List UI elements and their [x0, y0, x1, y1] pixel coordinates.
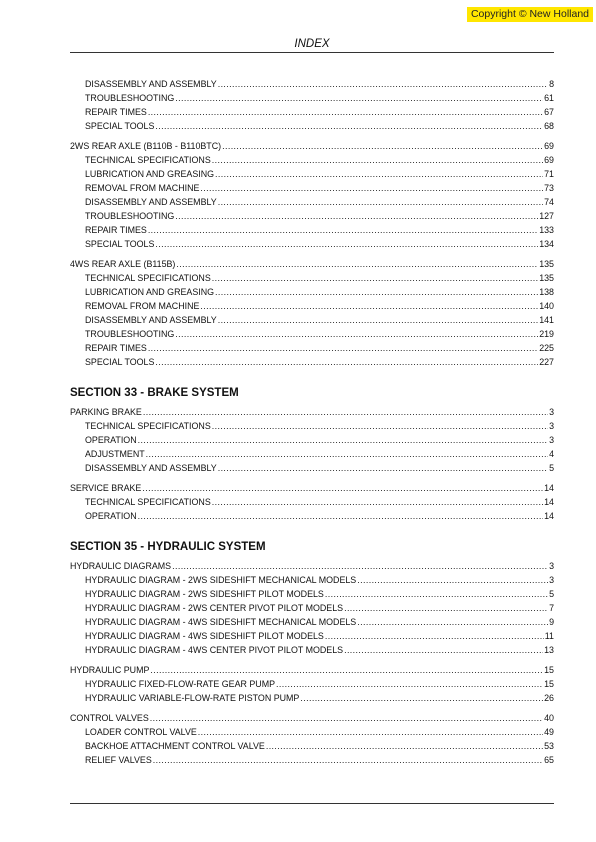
toc-entry-label: HYDRAULIC DIAGRAMS	[70, 561, 172, 571]
section-heading: SECTION 35 - HYDRAULIC SYSTEM	[70, 541, 266, 553]
dot-leader	[266, 739, 543, 753]
toc-subentry[interactable]	[70, 237, 554, 251]
toc-entry-page-number: 133	[539, 225, 554, 235]
toc-entry-label: 2WS REAR AXLE (B110B - B110BTC)	[70, 141, 222, 151]
dot-leader	[150, 711, 543, 725]
toc-group	[70, 77, 554, 133]
toc-entry-label: HYDRAULIC DIAGRAM - 4WS SIDESHIFT MECHANICAL MODELS	[85, 617, 357, 627]
toc-subentry[interactable]	[70, 91, 554, 105]
toc-group	[70, 481, 554, 523]
toc-entry-page-number: 26	[544, 693, 554, 703]
toc-entry-label: HYDRAULIC DIAGRAM - 2WS SIDESHIFT MECHANICAL MODELS	[85, 575, 357, 585]
toc-entry-label: LUBRICATION AND GREASING	[85, 169, 215, 179]
toc-entry-page-number: 219	[539, 329, 554, 339]
dot-leader	[218, 77, 548, 91]
toc-entry-page-number: 69	[544, 155, 554, 165]
toc-subentry[interactable]	[70, 341, 554, 355]
dot-leader	[218, 461, 548, 475]
toc-entry-label: TROUBLESHOOTING	[85, 329, 175, 339]
toc-entry-page-number: 14	[544, 497, 554, 507]
footer-divider	[70, 803, 554, 804]
toc-entry-label: HYDRAULIC DIAGRAM - 4WS SIDESHIFT PILOT MODELS	[85, 631, 324, 641]
toc-subentry[interactable]	[70, 271, 554, 285]
dot-leader	[344, 601, 548, 615]
toc-subentry[interactable]	[70, 313, 554, 327]
toc-group	[70, 257, 554, 369]
toc-entry[interactable]	[70, 257, 554, 271]
dot-leader	[148, 341, 538, 355]
dot-leader	[155, 355, 538, 369]
dot-leader	[222, 139, 543, 153]
toc-entry-label: REMOVAL FROM MACHINE	[85, 301, 200, 311]
toc-subentry[interactable]	[70, 691, 554, 705]
dot-leader	[175, 327, 538, 341]
toc-entry-page-number: 15	[544, 665, 554, 675]
toc-subentry[interactable]	[70, 105, 554, 119]
toc-entry-page-number: 9	[549, 617, 554, 627]
toc-subentry[interactable]	[70, 629, 554, 643]
toc-group	[70, 663, 554, 705]
dot-leader	[325, 587, 548, 601]
toc-entry-label: TROUBLESHOOTING	[85, 93, 175, 103]
toc-entry[interactable]	[70, 559, 554, 573]
toc-entry-label: DISASSEMBLY AND ASSEMBLY	[85, 463, 217, 473]
toc-subentry[interactable]	[70, 181, 554, 195]
toc-entry-label: HYDRAULIC PUMP	[70, 665, 150, 675]
toc-entry-page-number: 13	[544, 645, 554, 655]
dot-leader	[148, 105, 543, 119]
toc-group	[70, 711, 554, 767]
toc-subentry[interactable]	[70, 285, 554, 299]
toc-subentry[interactable]	[70, 753, 554, 767]
toc-subentry[interactable]	[70, 447, 554, 461]
toc-entry-label: HYDRAULIC DIAGRAM - 2WS CENTER PIVOT PILOT MODELS	[85, 603, 344, 613]
toc-entry-label: TECHNICAL SPECIFICATIONS	[85, 155, 211, 165]
toc-entry-label: 4WS REAR AXLE (B115B)	[70, 259, 176, 269]
dot-leader	[212, 495, 543, 509]
toc-entry-label: TECHNICAL SPECIFICATIONS	[85, 273, 211, 283]
toc-subentry[interactable]	[70, 677, 554, 691]
dot-leader	[276, 677, 543, 691]
toc-entry-page-number: 7	[549, 603, 554, 613]
dot-leader	[212, 419, 548, 433]
toc-entry-label: OPERATION	[85, 435, 137, 445]
dot-leader	[212, 153, 543, 167]
toc-entry-label: TROUBLESHOOTING	[85, 211, 175, 221]
toc-entry-page-number: 49	[544, 727, 554, 737]
toc-entry-page-number: 135	[539, 273, 554, 283]
toc-entry-page-number: 14	[544, 511, 554, 521]
toc-entry-page-number: 14	[544, 483, 554, 493]
toc-entry-page-number: 68	[544, 121, 554, 131]
dot-leader	[143, 405, 548, 419]
toc-entry[interactable]	[70, 481, 554, 495]
toc-entry-page-number: 3	[549, 435, 554, 445]
toc-entry-page-number: 138	[539, 287, 554, 297]
toc-entry-page-number: 3	[549, 421, 554, 431]
toc-entry-page-number: 5	[549, 589, 554, 599]
toc-subentry[interactable]	[70, 615, 554, 629]
toc-entry-label: DISASSEMBLY AND ASSEMBLY	[85, 79, 217, 89]
toc-entry-page-number: 127	[539, 211, 554, 221]
toc-subentry[interactable]	[70, 461, 554, 475]
dot-leader	[153, 753, 543, 767]
toc-entry-page-number: 11	[544, 631, 554, 641]
toc-entry-label: DISASSEMBLY AND ASSEMBLY	[85, 197, 217, 207]
dot-leader	[357, 615, 548, 629]
dot-leader	[215, 167, 543, 181]
toc-entry-label: REPAIR TIMES	[85, 107, 147, 117]
toc-entry-page-number: 15	[544, 679, 554, 689]
dot-leader	[175, 209, 538, 223]
dot-leader	[300, 691, 543, 705]
toc-entry-label: TECHNICAL SPECIFICATIONS	[85, 421, 211, 431]
toc-entry-label: DISASSEMBLY AND ASSEMBLY	[85, 315, 217, 325]
dot-leader	[155, 237, 538, 251]
toc-entry[interactable]	[70, 663, 554, 677]
toc-entry-page-number: 73	[544, 183, 554, 193]
toc-subentry[interactable]	[70, 209, 554, 223]
toc-entry-label: HYDRAULIC DIAGRAM - 4WS CENTER PIVOT PILOT MODELS	[85, 645, 344, 655]
toc-entry-page-number: 5	[549, 463, 554, 473]
dot-leader	[176, 257, 538, 271]
toc-entry-label: OPERATION	[85, 511, 137, 521]
toc-entry-label: LUBRICATION AND GREASING	[85, 287, 215, 297]
toc-entry-page-number: 4	[549, 449, 554, 459]
dot-leader	[325, 629, 544, 643]
toc-subentry[interactable]	[70, 419, 554, 433]
toc-entry-label: RELIEF VALVES	[85, 755, 152, 765]
toc-subentry[interactable]	[70, 223, 554, 237]
toc-entry-page-number: 134	[539, 239, 554, 249]
section-heading: SECTION 33 - BRAKE SYSTEM	[70, 387, 239, 399]
toc-subentry[interactable]	[70, 77, 554, 91]
dot-leader	[146, 447, 548, 461]
dot-leader	[198, 725, 543, 739]
dot-leader	[212, 271, 538, 285]
toc-entry-page-number: 135	[539, 259, 554, 269]
toc-subentry[interactable]	[70, 327, 554, 341]
dot-leader	[218, 313, 538, 327]
toc-subentry[interactable]	[70, 509, 554, 523]
dot-leader	[200, 181, 543, 195]
toc-entry-page-number: 3	[549, 407, 554, 417]
toc-entry-page-number: 71	[544, 169, 554, 179]
toc-group	[70, 559, 554, 657]
toc-entry-label: HYDRAULIC DIAGRAM - 2WS SIDESHIFT PILOT MODELS	[85, 589, 324, 599]
toc-subentry[interactable]	[70, 433, 554, 447]
toc-entry-label: CONTROL VALVES	[70, 713, 149, 723]
toc-subentry[interactable]	[70, 739, 554, 753]
page-title: INDEX	[294, 38, 330, 50]
toc-entry-page-number: 140	[539, 301, 554, 311]
toc-entry-page-number: 141	[539, 315, 554, 325]
toc-entry-label: SPECIAL TOOLS	[85, 357, 155, 367]
copyright-badge: Copyright © New Holland	[467, 7, 593, 22]
dot-leader	[142, 481, 543, 495]
toc-subentry[interactable]	[70, 643, 554, 657]
toc-entry-page-number: 65	[544, 755, 554, 765]
dot-leader	[344, 643, 543, 657]
toc-entry-label: LOADER CONTROL VALVE	[85, 727, 197, 737]
toc-subentry[interactable]	[70, 355, 554, 369]
toc-entry-label: PARKING BRAKE	[70, 407, 142, 417]
toc-entry-label: SPECIAL TOOLS	[85, 121, 155, 131]
toc-entry-label: HYDRAULIC VARIABLE-FLOW-RATE PISTON PUMP	[85, 693, 300, 703]
toc-subentry[interactable]	[70, 725, 554, 739]
dot-leader	[150, 663, 543, 677]
toc-entry[interactable]	[70, 711, 554, 725]
toc-subentry[interactable]	[70, 119, 554, 133]
toc-entry-label: SERVICE BRAKE	[70, 483, 142, 493]
toc-subentry[interactable]	[70, 195, 554, 209]
dot-leader	[138, 433, 548, 447]
toc-entry-page-number: 225	[539, 343, 554, 353]
toc-entry-page-number: 40	[544, 713, 554, 723]
table-of-contents	[70, 77, 554, 773]
dot-leader	[218, 195, 543, 209]
dot-leader	[172, 559, 548, 573]
dot-leader	[148, 223, 538, 237]
toc-entry-page-number: 61	[544, 93, 554, 103]
toc-entry[interactable]	[70, 405, 554, 419]
toc-subentry[interactable]	[70, 153, 554, 167]
toc-entry-page-number: 74	[544, 197, 554, 207]
toc-subentry[interactable]	[70, 167, 554, 181]
toc-subentry[interactable]	[70, 495, 554, 509]
toc-entry-page-number: 227	[539, 357, 554, 367]
dot-leader	[138, 509, 544, 523]
toc-subentry[interactable]	[70, 573, 554, 587]
dot-leader	[155, 119, 543, 133]
toc-group	[70, 405, 554, 475]
toc-entry-page-number: 69	[544, 141, 554, 151]
dot-leader	[357, 573, 548, 587]
toc-entry[interactable]	[70, 139, 554, 153]
toc-entry-label: BACKHOE ATTACHMENT CONTROL VALVE	[85, 741, 265, 751]
header-divider	[70, 52, 554, 53]
toc-entry-page-number: 8	[549, 79, 554, 89]
toc-entry-label: SPECIAL TOOLS	[85, 239, 155, 249]
dot-leader	[215, 285, 538, 299]
toc-entry-label: REMOVAL FROM MACHINE	[85, 183, 200, 193]
toc-entry-label: TECHNICAL SPECIFICATIONS	[85, 497, 211, 507]
toc-group	[70, 139, 554, 251]
toc-entry-label: REPAIR TIMES	[85, 225, 147, 235]
toc-entry-label: REPAIR TIMES	[85, 343, 147, 353]
toc-entry-page-number: 3	[549, 561, 554, 571]
toc-entry-label: ADJUSTMENT	[85, 449, 145, 459]
toc-entry-page-number: 3	[549, 575, 554, 585]
dot-leader	[200, 299, 538, 313]
toc-entry-page-number: 53	[544, 741, 554, 751]
dot-leader	[175, 91, 543, 105]
toc-subentry[interactable]	[70, 299, 554, 313]
toc-subentry[interactable]	[70, 587, 554, 601]
toc-entry-page-number: 67	[544, 107, 554, 117]
toc-subentry[interactable]	[70, 601, 554, 615]
toc-entry-label: HYDRAULIC FIXED-FLOW-RATE GEAR PUMP	[85, 679, 276, 689]
